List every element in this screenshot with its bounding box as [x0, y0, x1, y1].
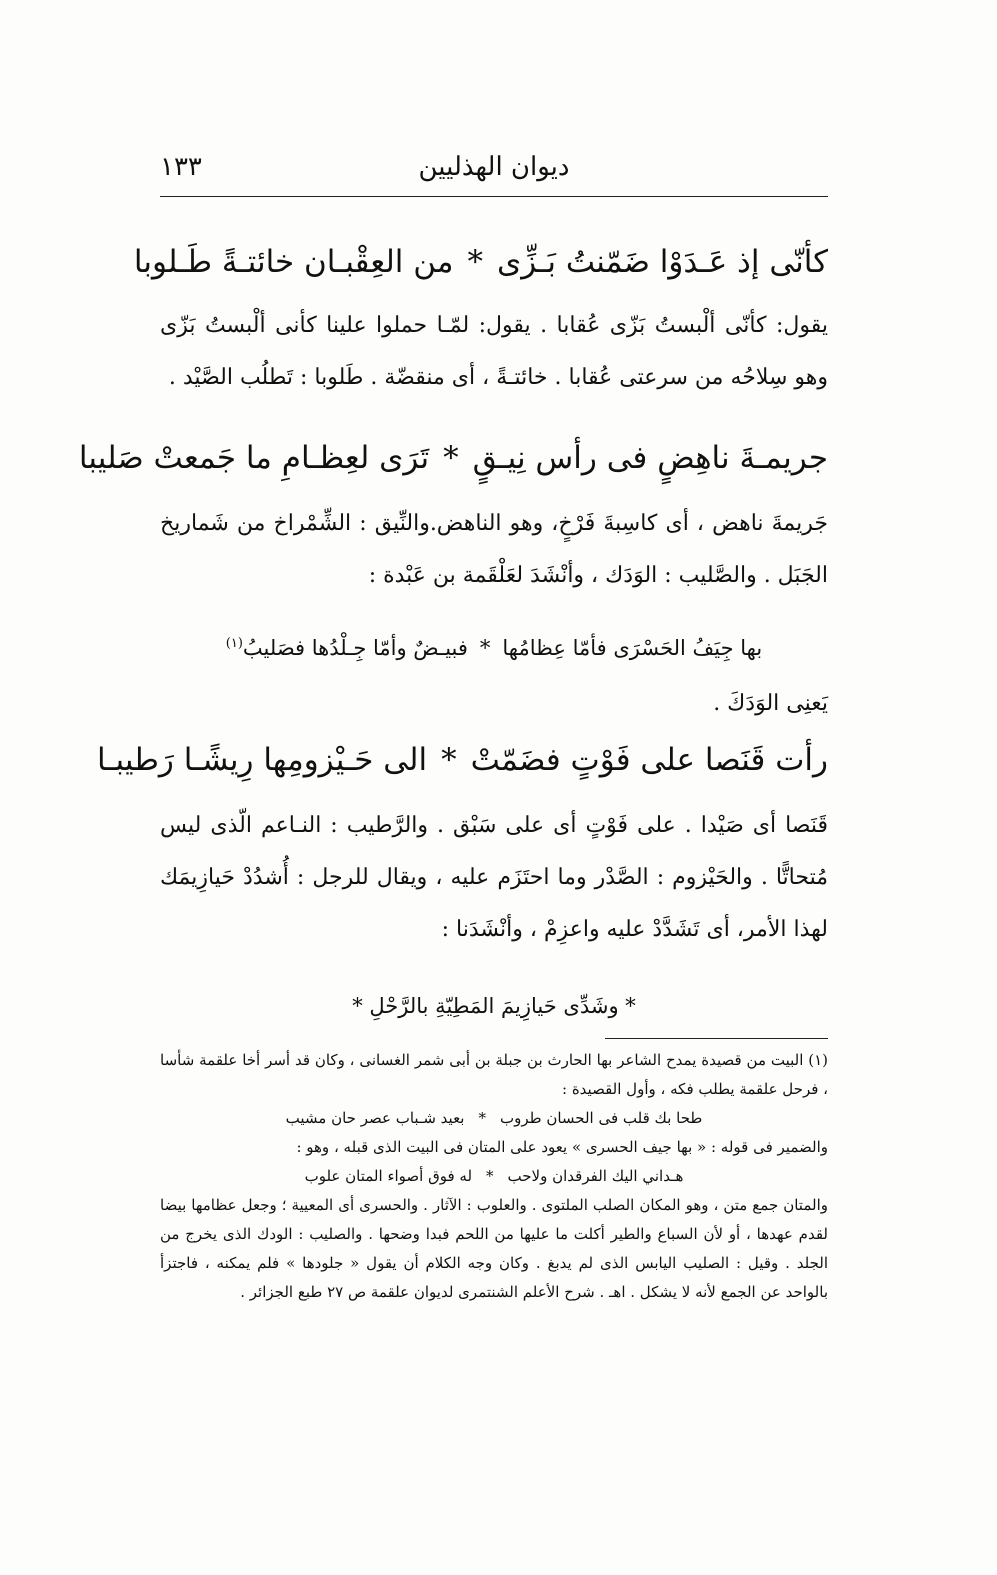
footnote-paragraph-1: (١) البيت من قصيدة يمدح الشاعر بها الحارث بن جبلة بن أبى شمر الغسانى ، وكان قد أسر أخا علقمة شأسا ، فرحل علقمة يطلب فكه ، وأول القصيدة : — [160, 1051, 828, 1098]
footnote-verse-2-first: هـداني اليك الفرقدان ولاحب — [507, 1167, 684, 1185]
cited-verse-1-second: فبيـضٌ وأمّا جِـلْدُها فصَليبُ — [242, 636, 468, 660]
verse-separator: * — [478, 1109, 486, 1127]
footnote-rule — [605, 1038, 828, 1039]
verse-2 — [78, 432, 828, 484]
cited-verse-1-first: بها جِيَفُ الحَسْرَى فأمّا عِظامُها — [502, 636, 763, 660]
verse-separator: * — [443, 440, 459, 476]
verse-3-first-hemistich: رأت قَنَصا على فَوْتٍ فضَمّتْ — [470, 742, 828, 778]
verse-1-second-hemistich: من العِقْبـان خائتـةً طَـلوبا — [133, 244, 454, 280]
footnote-verse-1 — [160, 1104, 828, 1133]
footnote-paragraph-2: والضمير فى قوله : « بها جيف الحسرى » يعود على المتان فى البيت الذى قبله ، وهو : — [296, 1138, 828, 1156]
verse-separator: * — [467, 244, 483, 280]
commentary-2: جَريمةَ ناهض ، أى كاسِبةَ فَرْخٍ، وهو الناهض.والنِّيق : الشِّمْراخ من شَماريخ الجَبَل . والصَّليب : الوَدَك ، وأنْشَدَ لعَلْقَمة بن عَبْدة : — [160, 511, 828, 588]
running-title: ديوان الهذليين — [418, 152, 570, 182]
verse-1-first-hemistich: كأنّى إذ عَـدَوْا ضَمّنتُ بَـزِّى — [496, 244, 828, 280]
footnote-verse-1-first: طحا بك قلب فى الحسان طروب — [499, 1109, 703, 1127]
commentary-3: يَعنِى الوَدَكَ . — [713, 691, 828, 716]
verse-2-first-hemistich: جريمـةَ ناهِضٍ فى رأس نِيـقٍ — [472, 440, 828, 476]
verse-3-second-hemistich: الى حَـيْزومِها رِيشًـا رَطيبـا — [96, 742, 428, 778]
page-header — [160, 146, 828, 188]
cited-verse-2: * وشَدِّى حَيازِيمَ المَطِيّةِ بالرَّحْلِ * — [352, 994, 636, 1018]
verse-1 — [133, 236, 828, 288]
header-rule — [160, 196, 828, 197]
page-number: ١٣٣ — [160, 152, 202, 182]
footnote-verse-2 — [160, 1162, 828, 1191]
commentary-1: يقول: كأنّى ألْبستُ بَزّى عُقابا . يقول: لمّـا حملوا علينا كأنى ألْبستُ بَزّى وهو سِلاحُه من سرعتى عُقابا . خائتـةً ، أى منقضّة . طَلوبا : تَطلُب الصَّيْد . — [160, 313, 828, 390]
footnotes — [160, 1046, 828, 1307]
verse-separator: * — [441, 742, 457, 778]
verse-2-second-hemistich: تَرَى لعِظـامِ ما جَمعتْ صَليبا — [78, 440, 430, 476]
verse-3 — [96, 734, 828, 786]
footnote-paragraph-3: والمتان جمع متن ، وهو المكان الصلب الملتوى . والعلوب : الآثار . والحسرى أى المعيية ؛ وجعل عظامها بيضا لقدم عهدها ، أو لأن السباع والطير أكلت ما عليها من اللحم فبدا وضحها . والصليب : الودك الذى يخرج من الجلد . وقيل : الصليب اليابس الذى لم يدبغ . وكان وجه الكلام أن يقول « جلودها » فلم يمكنه ، فاجتزأ بالواحد عن الجمع لأنه لا يشكل . اهـ . شرح الأعلم الشنتمرى لديوان علقمة ص ٢٧ طبع الجزائر . — [160, 1196, 828, 1301]
footnote-verse-1-second: بعيد شـباب عصر حان مشيب — [285, 1109, 465, 1127]
cited-verse-1 — [160, 620, 828, 672]
commentary-4: قَنَصا أى صَيْدا . على فَوْتٍ أى على سَبْق . والرَّطيب : النـاعم الّذى ليس مُتحاتًّا . والحَيْزوم : الصَّدْر وما احتَزَم عليه ، ويقال للرجل : أُشدُدْ حَيازِيمَك لهذا الأمر، أى تَشَدَّدْ عليه واعزِمْ ، وأنْشَدَنا : — [160, 813, 829, 942]
verse-separator: * — [479, 636, 491, 660]
footnote-marker[interactable]: (١) — [225, 636, 243, 651]
verse-separator: * — [486, 1167, 494, 1185]
footnote-verse-2-second: له فوق أصواء المتان علوب — [304, 1167, 473, 1185]
